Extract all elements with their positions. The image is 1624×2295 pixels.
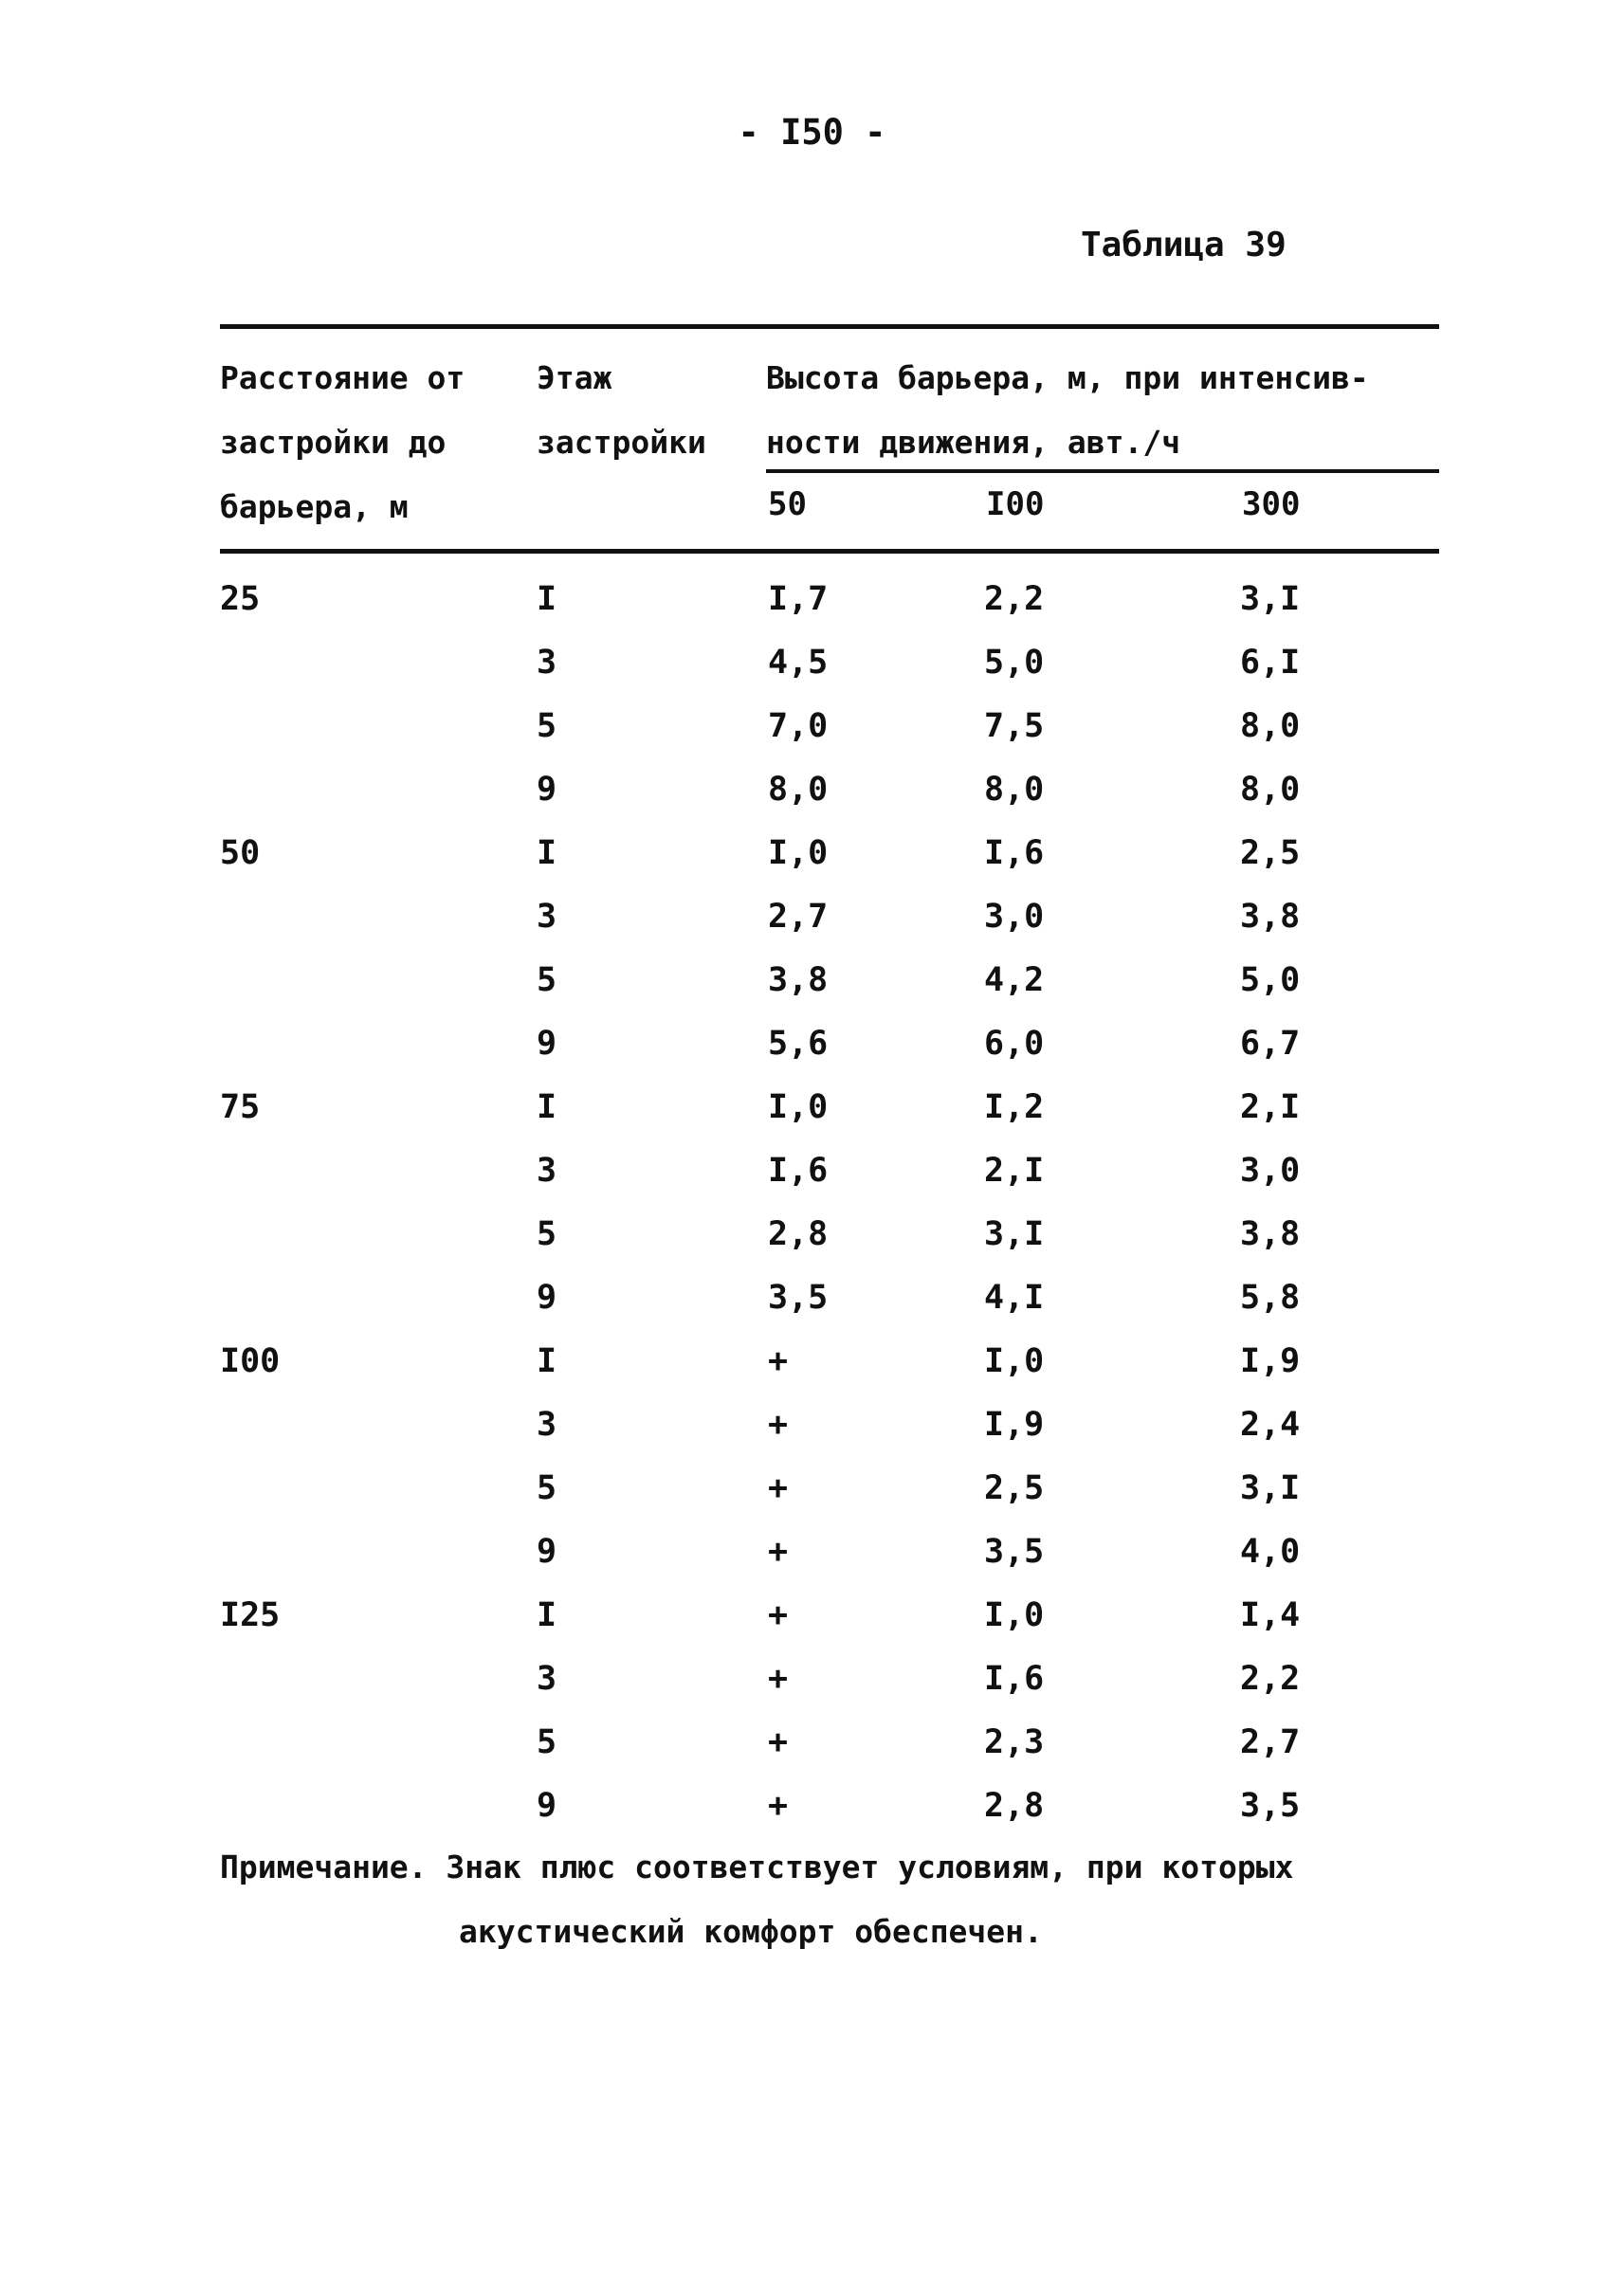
cell-value-300: 2,5 bbox=[1240, 834, 1301, 872]
table-note bbox=[220, 1835, 1293, 1964]
cell-value-100: 4,2 bbox=[984, 961, 1045, 999]
cell-floor: 9 bbox=[537, 771, 557, 809]
cell-value-100: 3,I bbox=[984, 1215, 1045, 1253]
note-line: акустический комфорт обеспечен. bbox=[459, 1913, 1043, 1950]
cell-value-300: 4,0 bbox=[1240, 1533, 1301, 1571]
cell-floor: 5 bbox=[537, 707, 557, 745]
table-row bbox=[0, 1523, 1624, 1587]
cell-floor: 5 bbox=[537, 961, 557, 999]
table-row bbox=[0, 1333, 1624, 1396]
table-row bbox=[0, 634, 1624, 698]
cell-value-50: 2,7 bbox=[768, 898, 829, 936]
cell-value-100: 3,5 bbox=[984, 1533, 1045, 1571]
cell-value-100: 6,0 bbox=[984, 1025, 1045, 1063]
cell-distance: 75 bbox=[220, 1088, 261, 1126]
cell-value-300: 2,2 bbox=[1240, 1660, 1301, 1698]
cell-value-300: I,4 bbox=[1240, 1596, 1301, 1634]
table-top-rule bbox=[220, 324, 1439, 329]
subheader-100: I00 bbox=[986, 485, 1045, 523]
cell-value-100: 2,I bbox=[984, 1152, 1045, 1190]
cell-value-100: I,6 bbox=[984, 834, 1045, 872]
cell-value-50: I,7 bbox=[768, 580, 829, 618]
cell-value-100: 2,3 bbox=[984, 1723, 1045, 1761]
cell-floor: 9 bbox=[537, 1787, 557, 1825]
header-distance-line: застройки до bbox=[220, 424, 447, 461]
cell-floor: 9 bbox=[537, 1025, 557, 1063]
cell-floor: 9 bbox=[537, 1533, 557, 1571]
table-row bbox=[0, 1206, 1624, 1269]
table-row bbox=[0, 571, 1624, 634]
cell-floor: 5 bbox=[537, 1723, 557, 1761]
cell-value-50: + bbox=[768, 1596, 789, 1634]
cell-value-100: 2,8 bbox=[984, 1787, 1045, 1825]
cell-value-50: + bbox=[768, 1723, 789, 1761]
table-row bbox=[0, 761, 1624, 825]
table-row bbox=[0, 1587, 1624, 1650]
cell-floor: 3 bbox=[537, 644, 557, 682]
cell-value-100: 7,5 bbox=[984, 707, 1045, 745]
table-row bbox=[0, 1269, 1624, 1333]
cell-floor: I bbox=[537, 1088, 557, 1126]
header-floor-line: застройки bbox=[537, 424, 706, 461]
cell-distance: 50 bbox=[220, 834, 261, 872]
table-row bbox=[0, 1142, 1624, 1206]
table-row bbox=[0, 1079, 1624, 1142]
cell-value-50: + bbox=[768, 1533, 789, 1571]
cell-value-100: I,0 bbox=[984, 1596, 1045, 1634]
cell-floor: 3 bbox=[537, 1660, 557, 1698]
cell-value-50: + bbox=[768, 1406, 789, 1444]
cell-value-300: 6,I bbox=[1240, 644, 1301, 682]
table-caption: Таблица 39 bbox=[1081, 226, 1286, 264]
cell-floor: I bbox=[537, 1342, 557, 1380]
cell-value-300: 8,0 bbox=[1240, 771, 1301, 809]
cell-value-50: I,0 bbox=[768, 1088, 829, 1126]
cell-value-300: 6,7 bbox=[1240, 1025, 1301, 1063]
cell-floor: 9 bbox=[537, 1279, 557, 1317]
cell-value-100: I,9 bbox=[984, 1406, 1045, 1444]
cell-value-100: 8,0 bbox=[984, 771, 1045, 809]
cell-value-50: + bbox=[768, 1660, 789, 1698]
cell-value-100: I,6 bbox=[984, 1660, 1045, 1698]
cell-floor: 3 bbox=[537, 898, 557, 936]
cell-floor: 3 bbox=[537, 1406, 557, 1444]
page-number: - I50 - bbox=[738, 112, 886, 153]
cell-floor: 5 bbox=[537, 1469, 557, 1507]
table-row bbox=[0, 1777, 1624, 1841]
cell-value-50: 7,0 bbox=[768, 707, 829, 745]
cell-value-100: 3,0 bbox=[984, 898, 1045, 936]
cell-value-50: 3,5 bbox=[768, 1279, 829, 1317]
cell-value-100: 4,I bbox=[984, 1279, 1045, 1317]
cell-floor: I bbox=[537, 1596, 557, 1634]
header-distance-line: барьера, м bbox=[220, 488, 409, 525]
cell-value-50: + bbox=[768, 1469, 789, 1507]
note-line: Примечание. Знак плюс соответствует условиям, при которых bbox=[220, 1849, 1294, 1885]
table-row bbox=[0, 1714, 1624, 1777]
subheader-50: 50 bbox=[768, 485, 807, 523]
cell-distance: I25 bbox=[220, 1596, 281, 1634]
cell-distance: I00 bbox=[220, 1342, 281, 1380]
table-row bbox=[0, 825, 1624, 888]
header-subcolumn-rule bbox=[766, 469, 1439, 473]
header-barrier-height-line: ности движения, авт./ч bbox=[766, 424, 1181, 461]
cell-floor: 5 bbox=[537, 1215, 557, 1253]
header-bottom-rule bbox=[220, 549, 1439, 554]
table-row bbox=[0, 952, 1624, 1015]
table-row bbox=[0, 888, 1624, 952]
cell-value-300: 5,8 bbox=[1240, 1279, 1301, 1317]
header-floor bbox=[537, 346, 706, 475]
cell-value-100: 2,2 bbox=[984, 580, 1045, 618]
cell-value-300: 8,0 bbox=[1240, 707, 1301, 745]
table-row bbox=[0, 1650, 1624, 1714]
subheader-300: 300 bbox=[1242, 485, 1301, 523]
header-floor-line: Этаж bbox=[537, 359, 612, 396]
cell-value-300: I,9 bbox=[1240, 1342, 1301, 1380]
cell-value-50: 3,8 bbox=[768, 961, 829, 999]
table-row bbox=[0, 1460, 1624, 1523]
cell-value-50: 2,8 bbox=[768, 1215, 829, 1253]
cell-value-300: 3,8 bbox=[1240, 1215, 1301, 1253]
header-distance bbox=[220, 346, 465, 539]
cell-value-300: 3,8 bbox=[1240, 898, 1301, 936]
cell-value-50: 5,6 bbox=[768, 1025, 829, 1063]
cell-value-300: 2,I bbox=[1240, 1088, 1301, 1126]
table-row bbox=[0, 1396, 1624, 1460]
cell-distance: 25 bbox=[220, 580, 261, 618]
cell-value-50: I,6 bbox=[768, 1152, 829, 1190]
header-barrier-height-line: Высота барьера, м, при интенсив- bbox=[766, 359, 1369, 396]
header-distance-line: Расстояние от bbox=[220, 359, 465, 396]
cell-value-300: 3,I bbox=[1240, 1469, 1301, 1507]
cell-value-100: 5,0 bbox=[984, 644, 1045, 682]
cell-floor: I bbox=[537, 834, 557, 872]
header-barrier-height bbox=[766, 346, 1369, 475]
cell-value-300: 3,I bbox=[1240, 580, 1301, 618]
cell-value-50: 8,0 bbox=[768, 771, 829, 809]
cell-value-300: 2,4 bbox=[1240, 1406, 1301, 1444]
cell-floor: 3 bbox=[537, 1152, 557, 1190]
table-row bbox=[0, 698, 1624, 761]
table-row bbox=[0, 1015, 1624, 1079]
cell-value-300: 2,7 bbox=[1240, 1723, 1301, 1761]
cell-floor: I bbox=[537, 580, 557, 618]
cell-value-100: I,0 bbox=[984, 1342, 1045, 1380]
cell-value-300: 3,0 bbox=[1240, 1152, 1301, 1190]
cell-value-300: 3,5 bbox=[1240, 1787, 1301, 1825]
cell-value-50: + bbox=[768, 1342, 789, 1380]
cell-value-50: + bbox=[768, 1787, 789, 1825]
cell-value-50: I,0 bbox=[768, 834, 829, 872]
cell-value-100: I,2 bbox=[984, 1088, 1045, 1126]
cell-value-100: 2,5 bbox=[984, 1469, 1045, 1507]
cell-value-300: 5,0 bbox=[1240, 961, 1301, 999]
cell-value-50: 4,5 bbox=[768, 644, 829, 682]
